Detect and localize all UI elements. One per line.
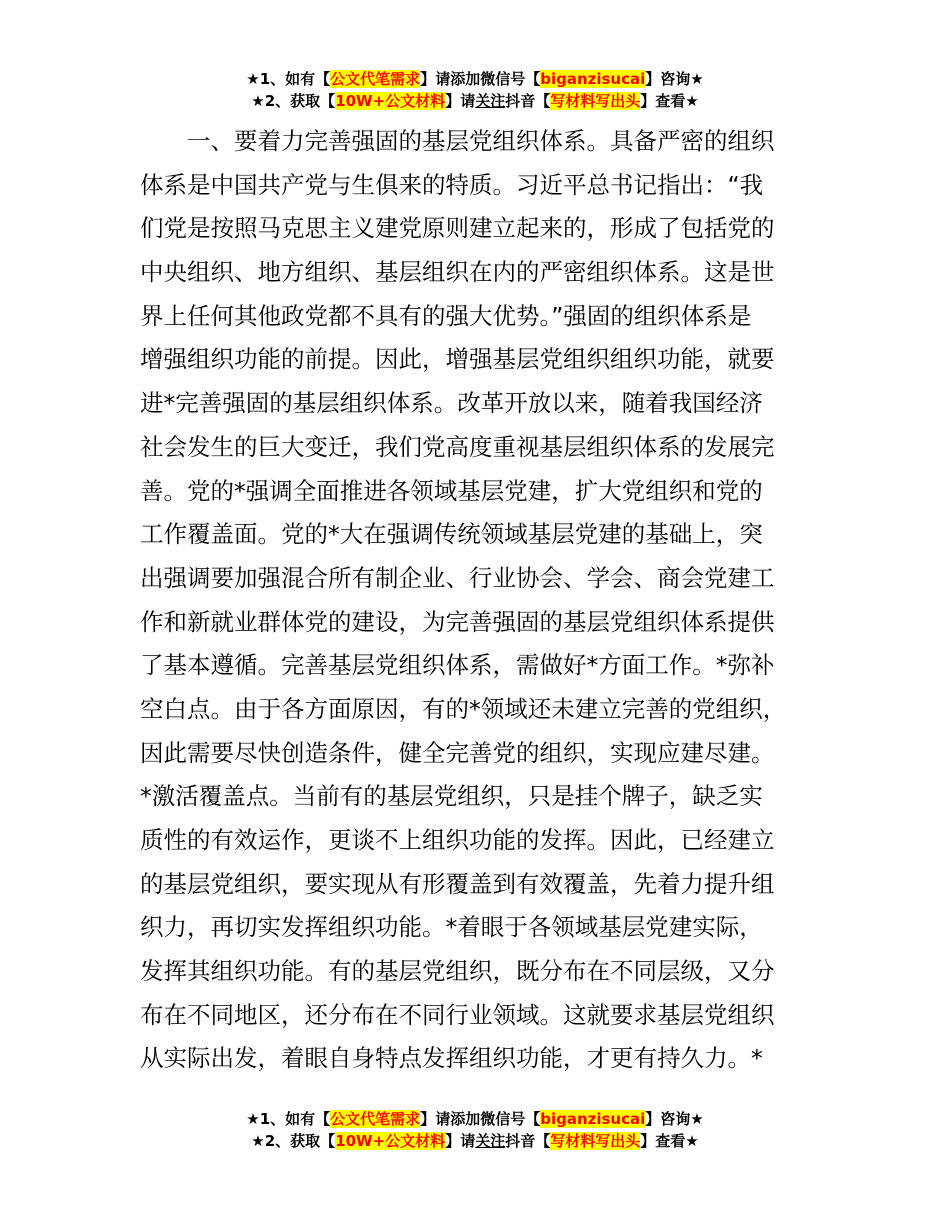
header-l2-underlined-follow: 关注: [475, 92, 506, 110]
header-l2-mid-1: 】请: [445, 92, 476, 110]
footer-l1-mid: 】请添加微信号【: [420, 1110, 541, 1128]
header-banner-line-1: [0, 68, 950, 90]
header-l1-highlight-service: 公文代笔需求: [330, 70, 421, 88]
header-banner: [0, 68, 950, 112]
body-line: 增强组织功能的前提。因此，增强基层党组织组织功能，就要: [140, 345, 775, 374]
body-line: 一、要着力完善强固的基层党组织体系。具备严密的组织: [187, 127, 775, 155]
footer-l2-prefix: ★2、获取【: [251, 1132, 336, 1150]
body-line: 进*完善强固的基层组织体系。改革开放以来，随着我国经济: [140, 389, 763, 418]
body-line: 工作覆盖面。党的*大在强调传统领域基层党建的基础上，突: [140, 520, 763, 549]
body-line: 因此需要尽快创造条件，健全完善党的组织，实现应建尽建。: [140, 738, 775, 767]
header-l2-highlight-account: 写材料写出头: [550, 92, 641, 110]
footer-l2-suffix: 】查看★: [640, 1132, 699, 1150]
body-line: 社会发生的巨大变迁，我们党高度重视基层组织体系的发展完: [140, 432, 775, 461]
body-line: 布在不同地区，还分布在不同行业领域。这就要求基层党组织: [140, 1000, 775, 1029]
footer-l2-mid-2: 抖音【: [505, 1132, 551, 1150]
header-l1-suffix: 】咨询★: [645, 70, 704, 88]
header-l2-mid-2: 抖音【: [505, 92, 551, 110]
body-line: 质性的有效运作，更谈不上组织功能的发挥。因此，已经建立: [140, 826, 775, 854]
footer-l1-highlight-service: 公文代笔需求: [330, 1110, 421, 1128]
header-l1-mid: 】请添加微信号【: [420, 70, 541, 88]
header-l2-highlight-materials: 10W+公文材料: [335, 92, 446, 110]
header-l1-highlight-wechat-id: biganzisucai: [540, 70, 646, 88]
footer-l1-suffix: 】咨询★: [645, 1110, 704, 1128]
body-line: 出强调要加强混合所有制企业、行业协会、学会、商会党建工: [140, 563, 775, 592]
body-line: *激活覆盖点。当前有的基层党组织，只是挂个牌子，缺乏实: [140, 782, 763, 811]
footer-banner-line-2: [0, 1130, 950, 1152]
body-line: 体系是中国共产党与生俱来的特质。习近平总书记指出：“我: [140, 170, 764, 199]
body-line: 善。党的*强调全面推进各领域基层党建，扩大党组织和党的: [140, 476, 763, 505]
header-l2-prefix: ★2、获取【: [251, 92, 336, 110]
header-banner-line-2: [0, 90, 950, 112]
body-line: 了基本遵循。完善基层党组织体系，需做好*方面工作。*弥补: [140, 651, 775, 680]
body-line: 从实际出发，着眼自身特点发挥组织功能，才更有持久力。*: [140, 1044, 763, 1073]
body-line: 空白点。由于各方面原因，有的*领域还未建立完善的党组织，: [140, 694, 787, 723]
body-line: 中央组织、地方组织、基层组织在内的严密组织体系。这是世: [140, 258, 775, 287]
header-l1-prefix: ★1、如有【: [246, 70, 331, 88]
body-line: 界上任何其他政党都不具有的强大优势。”强固的组织体系是: [140, 301, 752, 330]
footer-l2-underlined-follow: 关注: [475, 1132, 506, 1150]
footer-banner: [0, 1108, 950, 1152]
footer-l1-highlight-wechat-id: biganzisucai: [540, 1110, 646, 1128]
body-line: 的基层党组织，要实现从有形覆盖到有效覆盖，先着力提升组: [140, 869, 775, 898]
body-line: 织力，再切实发挥组织功能。*着眼于各领域基层党建实际，: [140, 913, 763, 942]
footer-banner-line-1: [0, 1108, 950, 1130]
body-line: 发挥其组织功能。有的基层党组织，既分布在不同层级，又分: [140, 957, 775, 986]
header-l2-suffix: 】查看★: [640, 92, 699, 110]
footer-l2-highlight-account: 写材料写出头: [550, 1132, 641, 1150]
body-line: 们党是按照马克思主义建党原则建立起来的，形成了包括党的: [140, 214, 775, 243]
body-line: 作和新就业群体党的建设，为完善强固的基层党组织体系提供: [140, 607, 775, 636]
footer-l2-mid-1: 】请: [445, 1132, 476, 1150]
footer-l1-prefix: ★1、如有【: [246, 1110, 331, 1128]
document-body: [140, 120, 840, 1081]
footer-l2-highlight-materials: 10W+公文材料: [335, 1132, 446, 1150]
